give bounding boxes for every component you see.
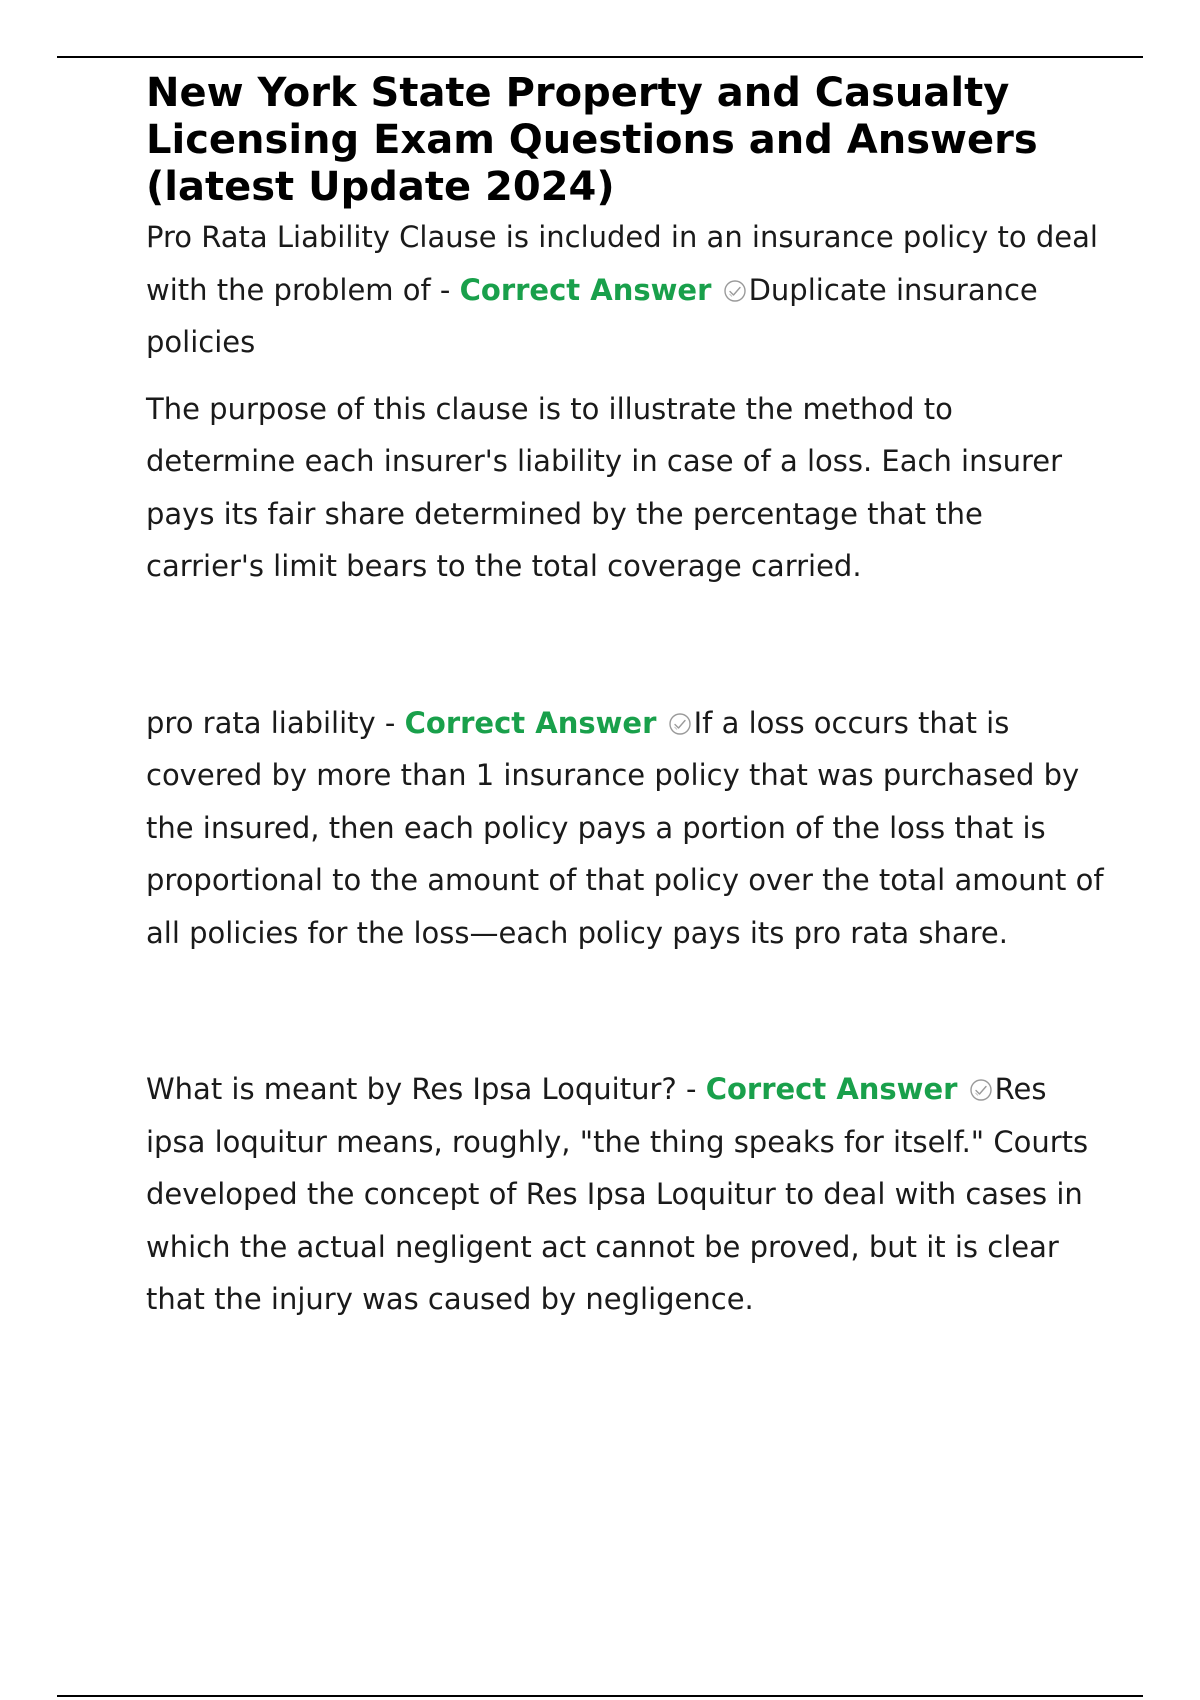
top-rule	[57, 56, 1143, 58]
qa-item-2	[146, 697, 1106, 960]
check-circle-icon	[723, 279, 747, 303]
correct-answer-label: Correct Answer	[705, 1072, 958, 1106]
qa-item-3	[146, 1063, 1106, 1326]
separator: -	[375, 705, 405, 740]
check-circle-icon	[668, 712, 692, 736]
question-text: What is meant by Res Ipsa Loquitur?	[146, 1072, 677, 1106]
explanation-text: The purpose of this clause is to illustrate the method to determine each insurer's liability in case of a loss. Each insurer pays its fair share determined by the percentage that the carrier's limit bears to the total coverage carried.	[146, 391, 1063, 583]
question-text: pro rata liability	[146, 705, 376, 740]
correct-answer-label: Correct Answer	[404, 705, 657, 740]
page-title: New York State Property and Casualty Licensing Exam Questions and Answers (latest Update 2024)	[146, 70, 1038, 210]
answer-text: Duplicate insurance policies	[146, 272, 1038, 359]
separator: -	[676, 1072, 706, 1106]
qa-item-1	[146, 211, 1106, 369]
separator: -	[430, 272, 460, 307]
check-circle-icon	[969, 1078, 993, 1102]
question-text: Pro Rata Liability Clause is included in an insurance policy to deal with the problem of	[146, 220, 1098, 307]
document-body	[146, 70, 1106, 1326]
correct-answer-label: Correct Answer	[459, 272, 712, 307]
answer-text: Res ipsa loquitur means, roughly, "the thing speaks for itself." Courts developed the concept of Res Ipsa Loquitur to deal with cases in which the actual negligent act cannot be proved, but it is clear that the injury was caused by negligence.	[146, 1072, 1089, 1316]
bottom-rule	[57, 1695, 1143, 1697]
answer-text: If a loss occurs that is covered by more than 1 insurance policy that was purchased by the insured, then each policy pays a portion of the loss that is proportional to the amount of that policy over the total amount of all policies for the loss—each policy pays its pro rata share.	[146, 705, 1104, 950]
